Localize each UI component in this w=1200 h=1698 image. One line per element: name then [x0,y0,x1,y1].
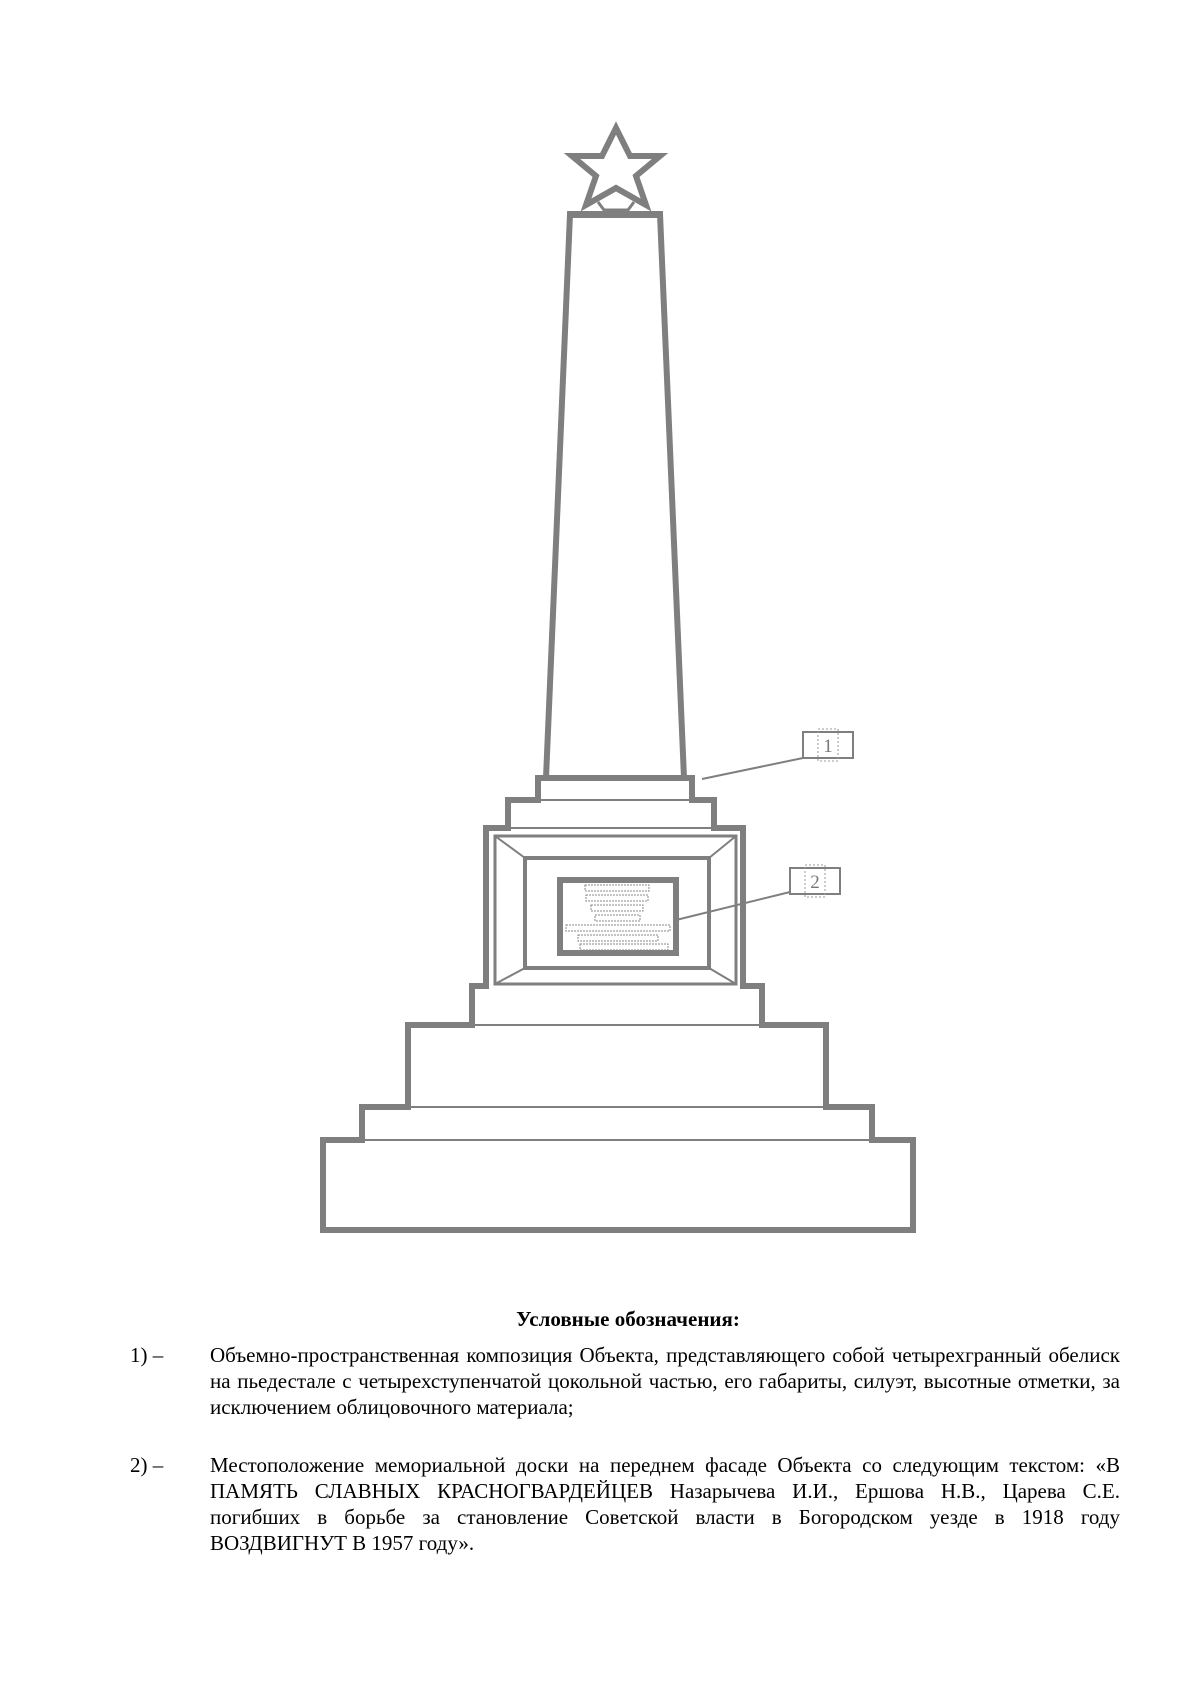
legend-title: Условные обозначения: [516,1307,740,1331]
callout-1-label: 1 [823,736,833,757]
obelisk-shaft [546,214,684,778]
legend-item-2-text: Местоположение мемориальной доски на переднем фасаде Объекта со следующим текстом: «В ПАМЯТЬ СЛАВНЫХ КРАСНОГВАРДЕЙЦЕВ Назарычева И.И., Ершова Н.В., Царева С.Е. погибших в борьбе за становление Советской власти в Богородском уезде в 1918 году ВОЗДВИГНУТ В 1957 году». [210,1453,1120,1555]
star-stand [598,202,634,210]
legend-item-2-number: 2) – [130,1453,164,1477]
legend-item-1-text: Объемно-пространственная композиция Объекта, представляющего собой четырехгранный обелиск на пьедестале с четырехступенчатой цокольной частью, его габариты, силуэт, высотные отметки, за исключением облицовочного материала; [210,1343,1120,1419]
star-icon [572,128,660,205]
callout-1 [702,729,853,779]
callout-2 [676,865,840,920]
callout-2-label: 2 [810,872,820,893]
upper-steps [323,778,913,1230]
legend-item-1-number: 1) – [130,1343,164,1367]
plaque-text-lines [566,885,670,950]
